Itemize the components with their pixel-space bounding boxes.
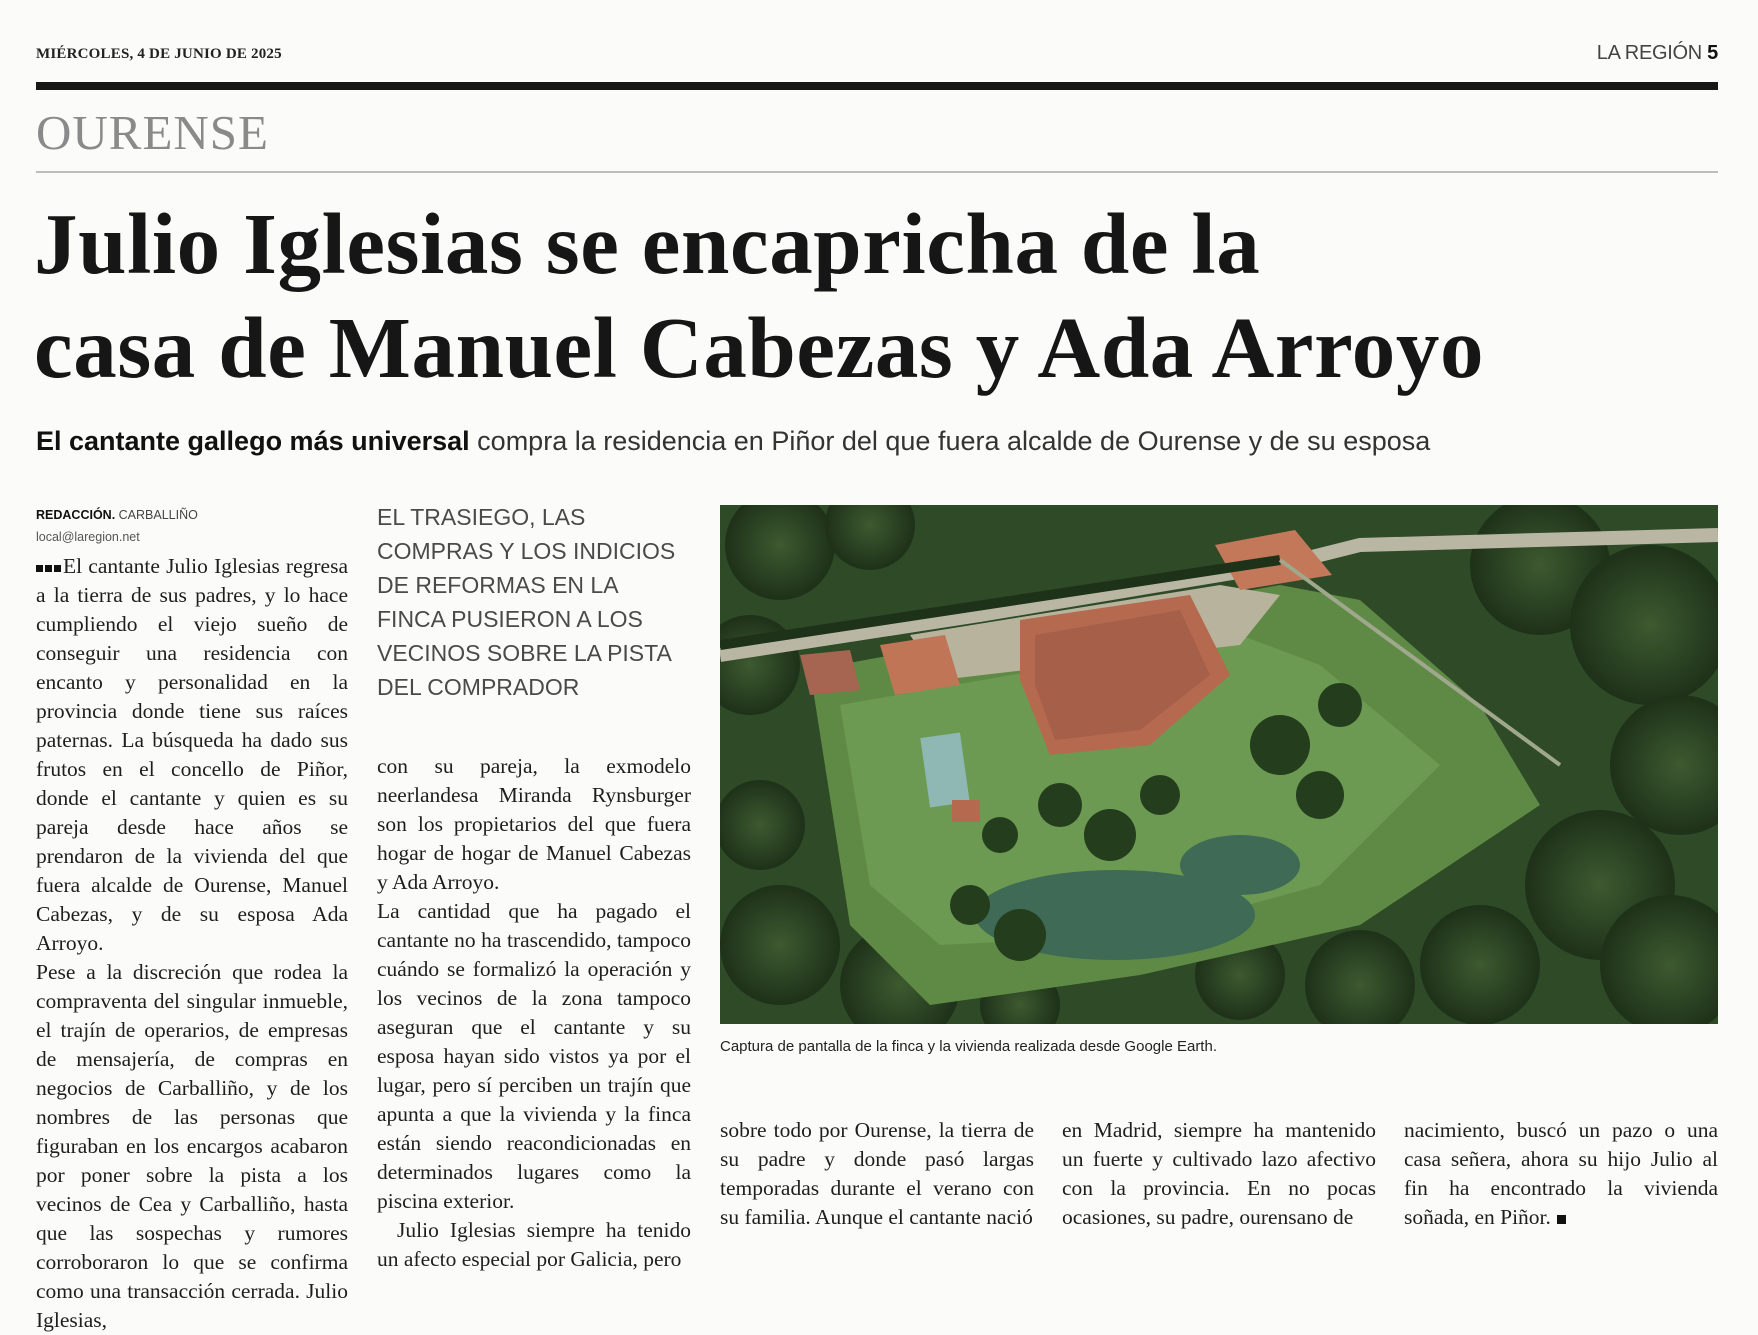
paragraph: nacimiento, buscó un pazo o una casa señera, ahora su hijo Julio al fin ha encontrado la vivienda soñada, en Piñor.: [1404, 1118, 1718, 1229]
pull-quote-line: FINCA PUSIERON A LOS: [377, 606, 643, 632]
paragraph: en Madrid, siempre ha mantenido un fuerte y cultivado lazo afectivo con la provincia. En no pocas ocasiones, su padre, ourensano de: [1062, 1118, 1376, 1229]
article-column-1: [36, 552, 348, 1335]
paragraph: sobre todo por Ourense, la tierra de su padre y donde pasó largas temporadas durante el verano con su familia. Aunque el cantante nació: [720, 1118, 1034, 1229]
end-mark-square-icon: [1557, 1215, 1566, 1224]
pull-quote-line: EL TRASIEGO, LAS: [377, 504, 586, 530]
headline: [34, 192, 1734, 400]
article-column-3: [720, 1116, 1034, 1232]
subheadline-bold: El cantante gallego más universal: [36, 426, 470, 456]
byline-author: REDACCIÓN.: [36, 508, 116, 522]
article-column-5: [1404, 1116, 1718, 1232]
aerial-photo: [720, 505, 1718, 1024]
paragraph: Julio Iglesias siempre ha tenido un afecto especial por Galicia, pero: [377, 1218, 691, 1271]
byline: [36, 508, 198, 522]
subheadline-rest: compra la residencia en Piñor del que fuera alcalde de Ourense y de su esposa: [469, 426, 1431, 456]
section-rule: [36, 171, 1718, 173]
edition-date: MIÉRCOLES, 4 DE JUNIO DE 2025: [36, 46, 282, 62]
paragraph: La cantidad que ha pagado el cantante no ha trascendido, tampoco cuándo se formalizó la operación y los vecinos de la zona tampoco aseguran que el cantante y su esposa hayan sido vistos ya por el lugar, pero sí perciben un trajín que apunta a que la vivienda y la finca están siendo reacondicionadas en determinados lugares como la piscina exterior.: [377, 899, 691, 1213]
photo-caption: Captura de pantalla de la finca y la vivienda realizada desde Google Earth.: [720, 1038, 1217, 1055]
paragraph: Pese a la discreción que rodea la compraventa del singular inmueble, el trajín de operarios, de empresas de mensajería, de compras en negocios de Carballiño, y de los nombres de las personas que figuraban en los encargos acabaron por poner sobre la pista a los vecinos de Cea y Carballiño, hasta que las sospechas y rumores corroboraron lo que se confirma como una transacción cerrada. Julio Iglesias,: [36, 960, 348, 1332]
lead-square-icon: [54, 565, 61, 572]
pull-quote-line: DEL COMPRADOR: [377, 674, 580, 700]
header-rule: [36, 82, 1718, 90]
page-number: 5: [1707, 42, 1718, 64]
article-column-4: [1062, 1116, 1376, 1232]
headline-line-2: casa de Manuel Cabezas y Ada Arroyo: [34, 299, 1485, 396]
byline-location: CARBALLIÑO: [115, 508, 198, 522]
section-title: OURENSE: [36, 105, 269, 160]
paper-name-page: [1597, 42, 1718, 65]
pull-quote: [377, 500, 697, 704]
pull-quote-line: COMPRAS Y LOS INDICIOS: [377, 538, 676, 564]
paragraph: El cantante Julio Iglesias regresa a la tierra de sus padres, y lo hace cumpliendo el viejo sueño de conseguir una residencia con encanto y personalidad en la provincia donde tiene sus raíces paternas. La búsqueda ha dado sus frutos en el concello de Piñor, donde el cantante y quien es su pareja desde hace años se prendaron de la vivienda del que fuera alcalde de Ourense, Manuel Cabezas, y de su esposa Ada Arroyo.: [36, 554, 348, 955]
lead-square-icon: [45, 565, 52, 572]
pull-quote-line: DE REFORMAS EN LA: [377, 572, 619, 598]
headline-line-1: Julio Iglesias se encapricha de la: [34, 195, 1261, 292]
subheadline: [36, 426, 1430, 457]
pull-quote-line: VECINOS SOBRE LA PISTA: [377, 640, 672, 666]
byline-email[interactable]: local@laregion.net: [36, 530, 140, 544]
aerial-photo-image: [720, 505, 1718, 1024]
paper-name: LA REGIÓN: [1596, 42, 1702, 64]
lead-square-icon: [36, 565, 43, 572]
article-column-2: [377, 752, 691, 1274]
paragraph: con su pareja, la exmodelo neerlandesa Miranda Rynsburger son los propietarios del que fuera hogar de hogar de Manuel Cabezas y Ada Arroyo.: [377, 754, 691, 894]
